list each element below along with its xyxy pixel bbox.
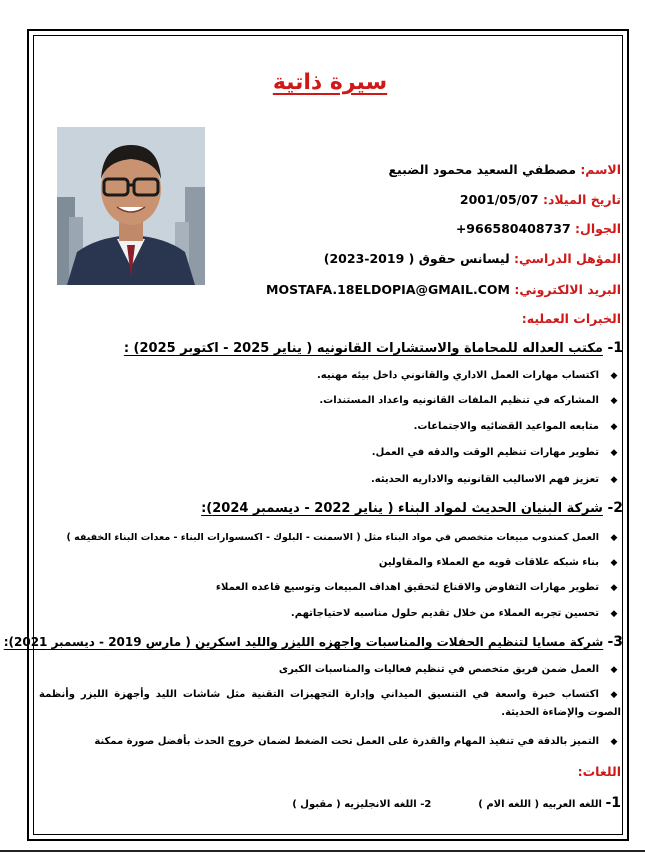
language-2: 2- اللغه الانجليزيه ( مقبول ) (292, 799, 432, 810)
bullet-icon: ◆ (610, 558, 618, 568)
bullet-text: متابعه المواعيد القضائيه والاجتماعات. (413, 421, 599, 432)
job-2-heading (201, 500, 623, 516)
job-2-title: شركة البنيان الحديث لمواد البناء ( يناير 2022 - ديسمبر 2024): (201, 501, 603, 516)
bullet-text: اكتساب مهارات العمل الاداري والقانوني داخل بيئه مهنيه. (316, 370, 599, 381)
job-2-bullet-4 (291, 608, 621, 619)
language-1: اللغه العربيه ( اللغه الام ) (478, 799, 602, 810)
email-label: البريد الالكتروني: (514, 282, 621, 297)
job-1-bullet-1 (317, 370, 621, 381)
email-value: MOSTAFA.18ELDOPIA@GMAIL.COM (266, 282, 510, 297)
birth-label: تاريخ الميلاد: (542, 192, 621, 207)
birth-value: 2001/05/07 (459, 192, 539, 207)
job-1-bullet-2 (319, 395, 621, 406)
bullet-text: تطوير مهارات التفاوض والاقناع لتحقيق اهداف المبيعات وتوسيع قاعده العملاء (215, 582, 599, 593)
job-1-bullet-5 (371, 474, 621, 485)
phone-label: الجوال: (575, 221, 621, 236)
phone-value: +966580408737 (455, 221, 571, 236)
job-3-title: شركة مسايا لتنظيم الحفلات والمناسبات واجهزه الليزر والليد اسكرين ( مارس 2019 - ديسمبر 2021): (3, 635, 604, 649)
bullet-icon: ◆ (610, 690, 618, 700)
job-1-bullet-4 (372, 447, 621, 458)
job-2-bullet-1 (66, 532, 621, 543)
name-row (389, 162, 621, 177)
job-3-bullet-3 (94, 736, 621, 747)
languages-heading-row (578, 764, 621, 779)
bottom-rule (0, 850, 645, 852)
page-title: سيرة ذاتية (272, 70, 388, 95)
job-2-bullet-2 (379, 557, 621, 568)
job-1-heading (124, 340, 623, 356)
degree-row (324, 251, 621, 266)
name-label: الاسم: (580, 162, 621, 177)
bullet-text: تعزيز فهم الاساليب القانونيه والاداريه الحديثه. (370, 474, 599, 485)
email-row (266, 282, 621, 297)
profile-photo (57, 127, 205, 285)
job-3-number: 3- (607, 634, 623, 650)
bullet-icon: ◆ (610, 737, 618, 747)
experience-heading-row (522, 311, 621, 326)
bullet-text: تطوير مهارات تنظيم الوقت والدقه في العمل. (371, 447, 599, 458)
bullet-text: بناء شبكه علاقات قويه مع العملاء والمقاولين (378, 557, 599, 568)
job-3-bullet-1 (279, 664, 621, 675)
experience-heading: الخبرات العمليه: (521, 311, 621, 326)
bullet-text: تحسين تجربه العملاء من خلال تقديم حلول مناسبه لاحتياجاتهم. (290, 608, 599, 619)
bullet-text: العمل ضمن فريق متخصص في تنظيم فعاليات والمناسبات الكبرى (278, 664, 599, 675)
job-3-bullet-2 (39, 686, 621, 721)
bullet-icon: ◆ (610, 609, 618, 619)
bullet-icon: ◆ (610, 665, 618, 675)
phone-row (456, 221, 621, 236)
job-2-number: 2- (607, 500, 623, 516)
bullet-icon: ◆ (610, 371, 618, 381)
profile-photo-illustration (57, 127, 205, 285)
name-value: مصطفي السعيد محمود الضبيع (388, 162, 576, 177)
birth-row (460, 192, 621, 207)
job-1-bullet-3 (414, 421, 621, 432)
bullet-icon: ◆ (610, 448, 618, 458)
degree-label: المؤهل الدراسي: (514, 251, 621, 266)
bullet-text: المشاركه في تنظيم الملفات القانونيه واعداد المستندات. (319, 395, 599, 406)
job-1-title: مكتب العداله للمحاماة والاستشارات القانونيه ( يناير 2025 - اكتوبر 2025) : (123, 341, 603, 356)
bullet-icon: ◆ (610, 422, 618, 432)
job-2-bullet-3 (216, 582, 621, 593)
bullet-text: التميز بالدقة في تنفيذ المهام والقدرة على العمل تحت الضغط لضمان خروج الحدث بأفضل صورة ممكنة (94, 736, 599, 747)
bullet-icon: ◆ (610, 475, 618, 485)
bullet-icon: ◆ (610, 396, 618, 406)
language-1-number: 1- (605, 795, 621, 811)
job-3-heading (4, 634, 623, 650)
bullet-text: اكتساب خبرة واسعة في التنسيق الميداني وإدارة التجهيزات التقنية مثل شاشات الليد وأجهزة الليزر وأنظمة الصوت والإضاءة الحديثة. (39, 689, 621, 718)
languages-heading: اللغات: (577, 764, 621, 779)
degree-value: ليسانس حقوق ( 2019-2023) (323, 251, 510, 266)
bullet-icon: ◆ (610, 533, 618, 543)
job-1-number: 1- (607, 340, 623, 356)
bullet-icon: ◆ (610, 583, 618, 593)
bullet-text: العمل كمندوب مبيعات متخصص في مواد البناء مثل ( الاسمنت - البلوك - اكسسوارات البناء - معدات البناء الخفيفه ) (66, 532, 599, 543)
languages-row (292, 795, 621, 811)
